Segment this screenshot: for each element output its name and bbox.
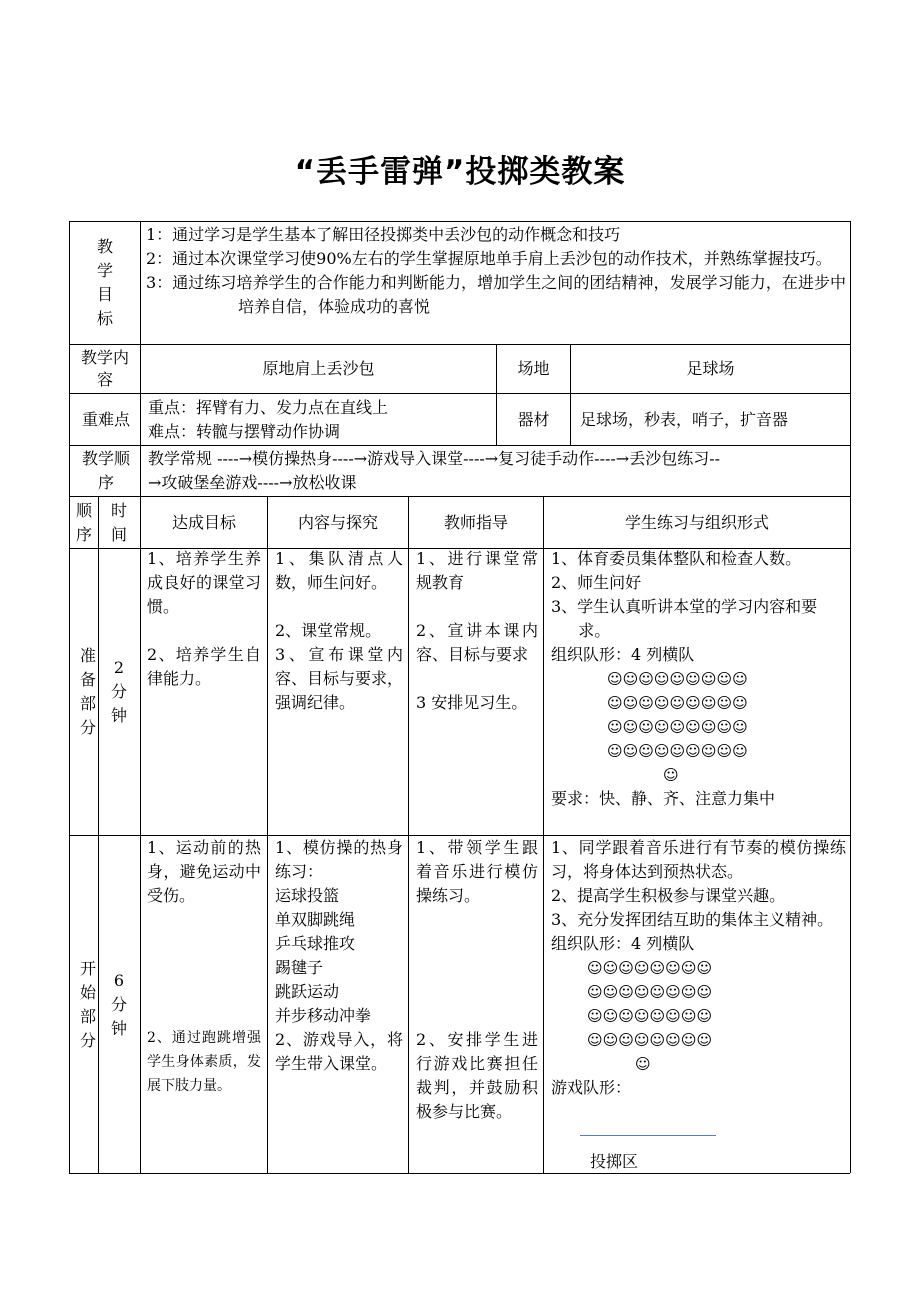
hard-point: 难点：转髋与摆臂动作协调 <box>148 422 341 441</box>
start-student <box>551 836 846 1100</box>
goals-list <box>146 223 846 319</box>
header-order: 顺序 <box>75 500 92 544</box>
section-start-name: 开始部分 <box>79 958 96 1050</box>
goal-item-3: 3：通过练习培养学生的合作能力和判断能力，增加学生之间的团结精神，发展学习能力，在进步中培养自信，体验成功的喜悦 <box>146 273 846 316</box>
prep-goal-2: 2、培养学生自律能力。 <box>147 645 261 688</box>
warmup-item: 单双脚跳绳 <box>275 910 356 929</box>
start-student-3: 3、充分发挥团结互助的集体主义精神。 <box>551 910 834 929</box>
prep-requirement: 要求：快、静、齐、注意力集中 <box>551 789 776 808</box>
prep-formation-label: 组织队形：4 列横队 <box>551 645 695 664</box>
prep-goals <box>147 547 261 691</box>
sequence-flow <box>148 447 848 495</box>
difficulty-label: 重难点 <box>82 409 131 429</box>
header-time: 时间 <box>110 500 127 544</box>
warmup-item: 乒乓球推攻 <box>275 934 356 953</box>
prep-student-2: 2、师生问好 <box>551 573 642 592</box>
section-prep-time: 2分钟 <box>110 657 127 725</box>
page-title: “丢手雷弹”投掷类教案 <box>294 154 626 190</box>
throw-line <box>580 1135 716 1136</box>
prep-teacher-2: 2、宣讲本课内容、目标与要求 <box>416 621 538 664</box>
content-value: 原地肩上丢沙包 <box>262 358 375 378</box>
difficulty-values <box>148 396 493 444</box>
header-student: 学生练习与组织形式 <box>624 512 769 532</box>
student-row-icon: ☺☺☺☺☺☺☺☺ <box>587 1031 713 1049</box>
start-goal-2: 2、通过跑跳增强学生身体素质，发展下肢力量。 <box>147 1030 261 1094</box>
prep-content-2: 2、课堂常规。 <box>275 621 382 640</box>
goals-label: 教学目标 <box>96 237 113 328</box>
prep-formation <box>551 667 846 787</box>
section-prep-name: 准备部分 <box>79 645 96 737</box>
student-row-icon: ☺☺☺☺☺☺☺☺☺ <box>607 742 748 760</box>
section-start-time: 6分钟 <box>110 970 127 1038</box>
start-teacher-1: 1、带领学生跟着音乐进行模仿操练习。 <box>416 838 538 905</box>
start-teacher <box>416 836 538 1172</box>
prep-content-3: 3、宣布课堂内容、目标与要求，强调纪律。 <box>275 645 404 712</box>
warmup-item: 跳跃运动 <box>275 982 340 1001</box>
start-content <box>275 836 403 1076</box>
start-content-game: 2、游戏导入，将学生带入课堂。 <box>275 1030 403 1073</box>
content-label: 教学内容 <box>80 347 129 389</box>
start-goals <box>147 836 261 1172</box>
header-teacher: 教师指导 <box>443 512 508 532</box>
warmup-item: 并步移动冲拳 <box>275 1006 372 1025</box>
equipment-value: 足球场，秒表，哨子，扩音器 <box>580 409 789 429</box>
warmup-item: 运球投篮 <box>275 886 340 905</box>
warmup-item: 踢毽子 <box>275 958 324 977</box>
start-teacher-2: 2、安排学生进行游戏比赛担任裁判，并鼓励积极参与比赛。 <box>416 1030 538 1121</box>
venue-label: 场地 <box>517 358 550 378</box>
student-row-icon: ☺☺☺☺☺☺☺☺ <box>587 959 713 977</box>
header-content: 内容与探究 <box>297 512 378 532</box>
goal-item-1: 1：通过学习是学生基本了解田径投掷类中丢沙包的动作概念和技巧 <box>146 225 621 244</box>
throw-zone-label: 投掷区 <box>590 1152 639 1171</box>
game-formation-label: 游戏队形： <box>551 1078 632 1097</box>
prep-teacher-1: 1、进行课堂常规教育 <box>416 549 538 592</box>
start-formation <box>551 956 846 1076</box>
teacher-icon: ☺ <box>635 1055 651 1073</box>
prep-student-1: 1、体育委员集体整队和检查人数。 <box>551 549 802 568</box>
start-student-1: 1、同学跟着音乐进行有节奏的模仿操练习，将身体达到预热状态。 <box>551 838 846 881</box>
student-row-icon: ☺☺☺☺☺☺☺☺ <box>587 983 713 1001</box>
equipment-label: 器材 <box>517 409 550 429</box>
prep-teacher-3: 3 安排见习生。 <box>416 693 528 712</box>
start-content-intro: 1、模仿操的热身练习： <box>275 838 403 881</box>
prep-teacher <box>416 547 538 715</box>
goal-item-2: 2：通过本次课堂学习使90%左右的学生掌握原地单手肩上丢沙包的动作技术，并熟练掌握技巧。 <box>146 249 832 268</box>
prep-student <box>551 547 846 811</box>
sequence-line-1: 教学常规 ----→模仿操热身----→游戏导入课堂----→复习徒手动作----→丢沙包练习-- <box>148 449 721 468</box>
student-row-icon: ☺☺☺☺☺☺☺☺ <box>587 1007 713 1025</box>
prep-content-1: 1、集队清点人数，师生问好。 <box>275 549 403 592</box>
start-student-2: 2、提高学生积极参与课堂兴趣。 <box>551 886 786 905</box>
sequence-line-2: →攻破堡垒游戏----→放松收课 <box>148 473 357 492</box>
start-formation-label: 组织队形：4 列横队 <box>551 934 695 953</box>
venue-value: 足球场 <box>686 358 735 378</box>
teacher-icon: ☺ <box>663 766 679 784</box>
key-point: 重点：挥臂有力、发力点在直线上 <box>148 398 389 417</box>
prep-goal-1: 1、培养学生养成良好的课堂习惯。 <box>147 549 261 616</box>
prep-content <box>275 547 403 715</box>
start-goal-1: 1、运动前的热身，避免运动中受伤。 <box>147 838 261 905</box>
prep-student-3: 3、学生认真听讲本堂的学习内容和要求。 <box>551 597 818 640</box>
student-row-icon: ☺☺☺☺☺☺☺☺☺ <box>607 694 748 712</box>
header-goal: 达成目标 <box>171 512 236 532</box>
student-row-icon: ☺☺☺☺☺☺☺☺☺ <box>607 718 748 736</box>
sequence-label: 教学顺序 <box>82 449 131 492</box>
student-row-icon: ☺☺☺☺☺☺☺☺☺ <box>607 670 748 688</box>
